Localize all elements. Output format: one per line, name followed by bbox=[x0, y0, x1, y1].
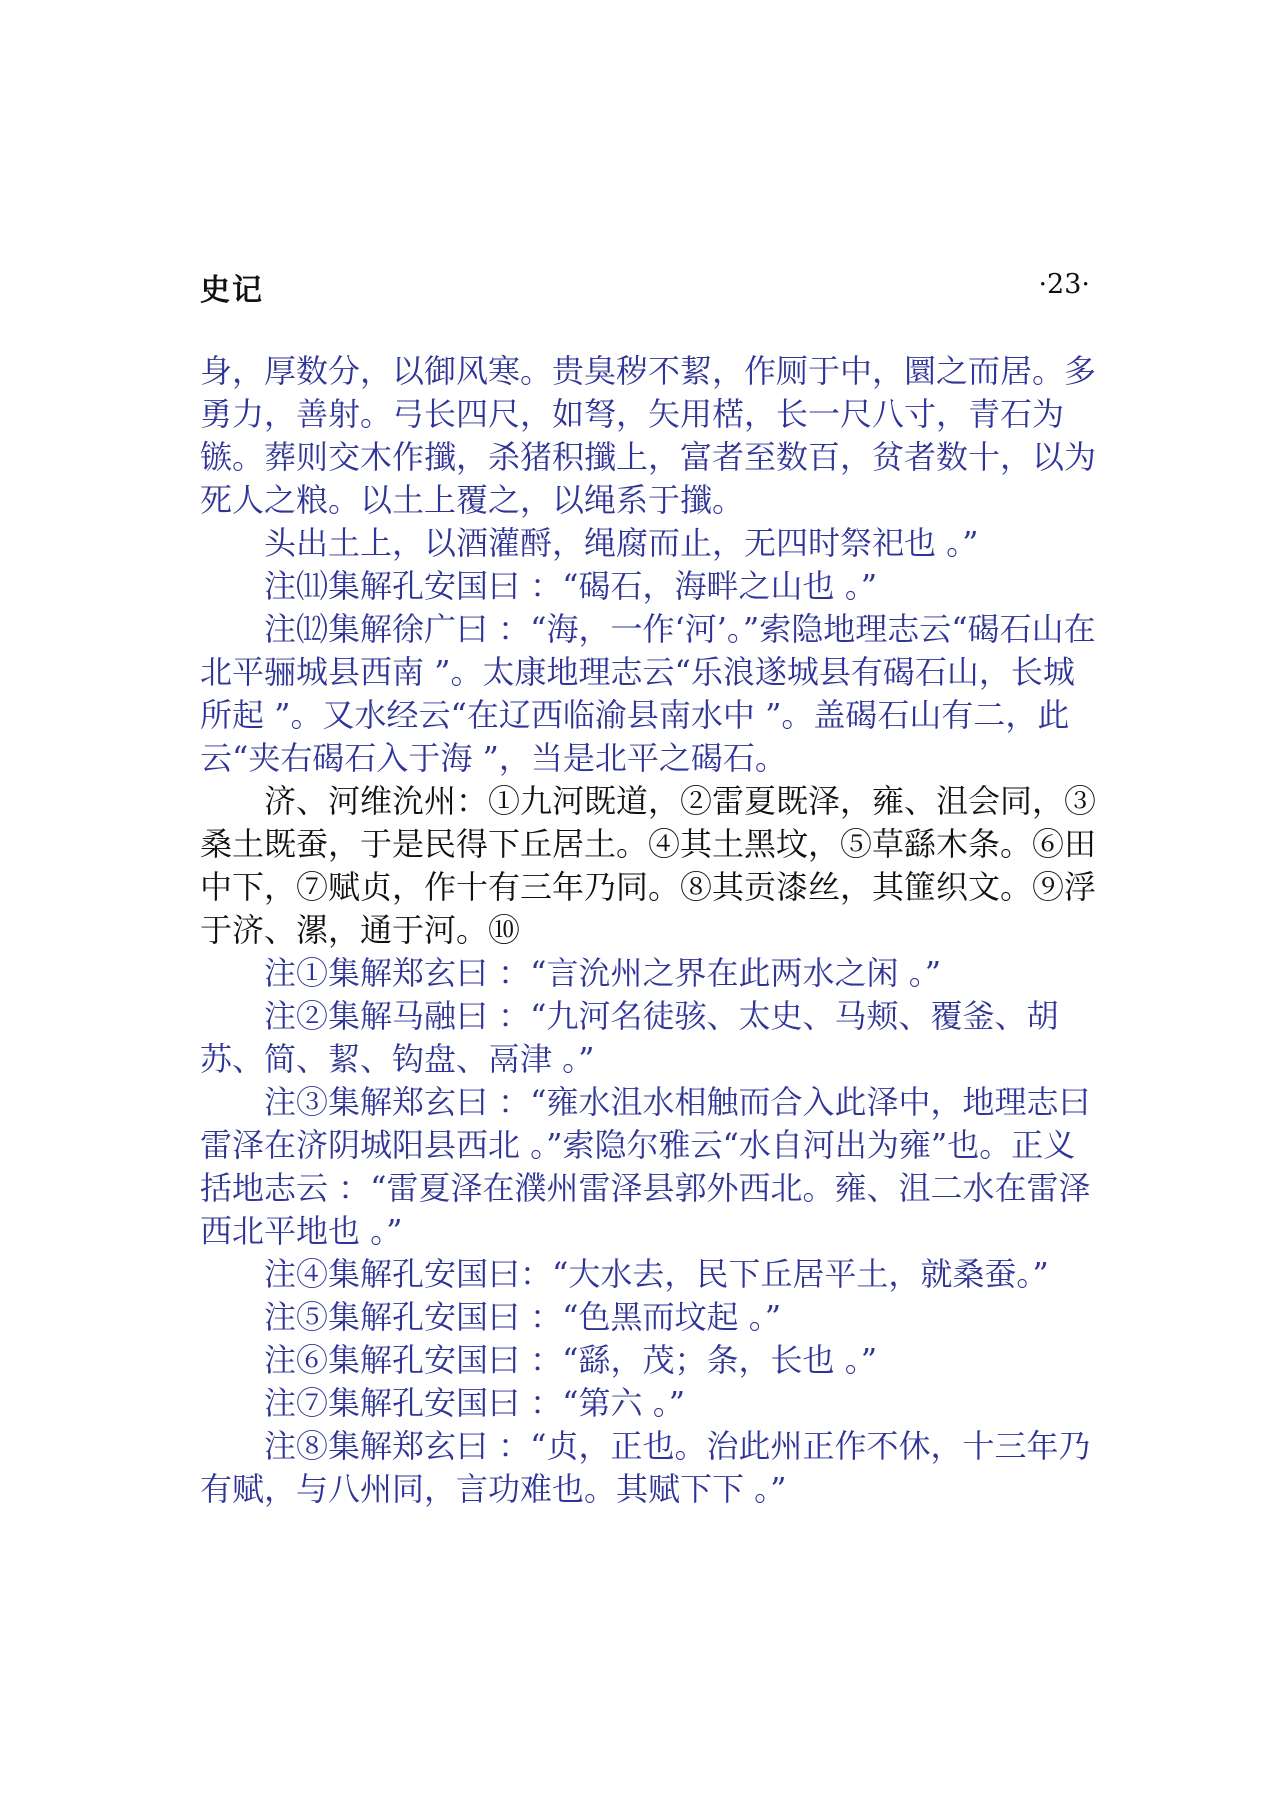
page-number: ·23· bbox=[1038, 269, 1090, 300]
annotation-4: 注④集解孔安国曰：“大水去，民下丘居平土，就桑蚕。” bbox=[264, 1255, 1049, 1293]
annotation-12: 注⑿集解徐广曰 ：“海，一作‘河’。”索隐地理志云“碣石山在北平骊城县西南 ”。太康地理志云“乐浪遂城县有碣石山，长城所起 ”。又水经云“在辽西临渝县南水中 ”。盖碣石山有二，此云“夹右碣石入于海 ”，当是北平之碣石。 bbox=[200, 610, 1096, 777]
annotation-5: 注⑤集解孔安国曰 ：“色黑而坟起 。” bbox=[264, 1298, 782, 1336]
annotation-6: 注⑥集解孔安国曰 ：“繇，茂；条，长也 。” bbox=[264, 1341, 878, 1379]
annotation-2: 注②集解马融曰 ：“九河名徒骇、太史、马颊、覆釜、胡苏、简、絜、钩盘、鬲津 。” bbox=[200, 997, 1059, 1078]
book-title: 史记 bbox=[200, 273, 264, 308]
main-text-yanzhou: 济、河维沇州：①九河既道，②雷夏既泽，雍、沮会同，③桑土既蚕，于是民得下丘居土。④其土黑坟，⑤草繇木条。⑥田中下，⑦赋贞，作十有三年乃同。⑧其贡漆丝，其篚织文。⑨浮于济、漯，通于河。⑩ bbox=[200, 782, 1097, 949]
annotation-7: 注⑦集解孔安国曰 ：“第六 。” bbox=[264, 1384, 686, 1422]
paragraph-2: 头出土上，以酒灌酹，绳腐而止，无四时祭祀也 。” bbox=[264, 524, 979, 562]
text-body bbox=[200, 350, 1100, 1511]
annotation-1: 注①集解郑玄曰 ：“言沇州之界在此两水之闲 。” bbox=[264, 954, 942, 992]
page-header bbox=[200, 265, 1090, 313]
paragraph-1: 身，厚数分，以御风寒。贵臭秽不絜，作厕于中，圜之而居。多勇力，善射。弓长四尺，如弩，矢用楛，长一尺八寸，青石为镞。葬则交木作攕，杀猪积攕上，富者至数百，贫者数十，以为死人之粮。以土上覆之，以绳系于攕。 bbox=[200, 352, 1097, 519]
annotation-11: 注⑾集解孔安国曰 ：“碣石，海畔之山也 。” bbox=[264, 567, 878, 605]
annotation-8: 注⑧集解郑玄曰 ：“贞，正也。治此州正作不休，十三年乃有赋，与八州同，言功难也。其赋下下 。” bbox=[200, 1427, 1091, 1508]
annotation-3: 注③集解郑玄曰 ：“雍水沮水相触而合入此泽中，地理志曰雷泽在济阴城阳县西北 。”索隐尔雅云“水自河出为雍”也。正义括地志云 ：“雷夏泽在濮州雷泽县郭外西北。雍、沮二水在雷泽西北平地也 。” bbox=[200, 1083, 1091, 1250]
